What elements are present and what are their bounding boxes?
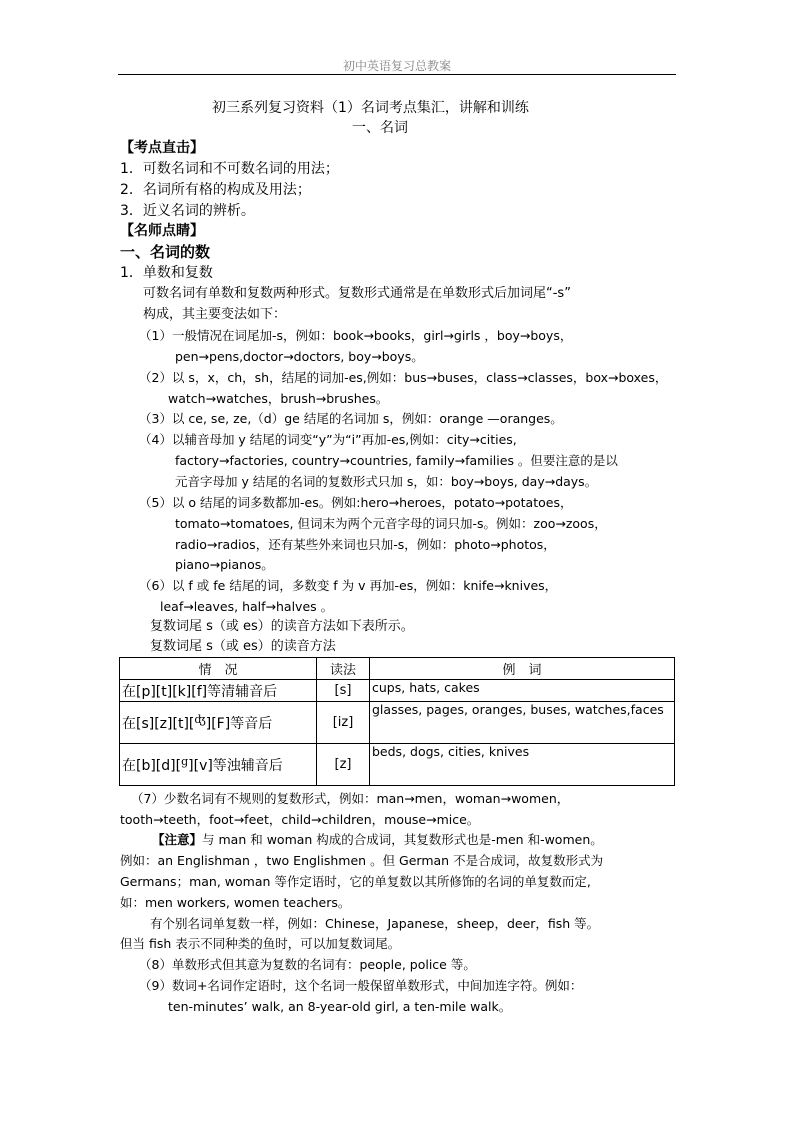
table-cell-case: 在[p][t][k][f]等清辅音后 xyxy=(120,680,317,702)
table-cell-examples: beds, dogs, cities, knives xyxy=(370,744,675,786)
intro-line: 构成，其主要变法如下： xyxy=(143,307,287,322)
case-text: 在[s][z][t][ xyxy=(122,715,195,732)
table-row xyxy=(120,680,675,702)
section-heading-mingshi: 【名师点睛】 xyxy=(120,223,204,239)
rule-line: （2）以 s，x，ch，sh，结尾的词加-es,例如：bus→buses，class→classes，box→boxes， xyxy=(139,370,668,385)
note-line xyxy=(152,830,603,850)
table-header: 读法 xyxy=(317,658,370,680)
body-line: 但当 fish 表示不同种类的鱼时，可以加复数词尾。 xyxy=(120,936,401,951)
list-item: 2．名词所有格的构成及用法； xyxy=(120,182,311,198)
rule-line: （1）一般情况在词尾加-s，例如：book→books，girl→girls ，boy→boys， xyxy=(139,328,573,343)
body-line: 例如：an Englishman ，two Englishmen 。但 German 不是合成词，故复数形式为 xyxy=(120,853,604,868)
body-line: Germans；man, woman 等作定语时，它的单复数以其所修饰的名词的单复数而定, xyxy=(120,874,591,889)
rule-line: piano→pianos。 xyxy=(175,557,274,572)
body-line: （8）单数形式但其意为复数的名词有：people, police 等。 xyxy=(139,957,476,972)
header-rule xyxy=(118,74,676,75)
part-heading: 一、名词的数 xyxy=(120,243,211,261)
rule-line: factory→factories, country→countries, family→families 。但要注意的是以 xyxy=(175,453,618,468)
table-cell-sound: [s] xyxy=(317,680,370,702)
table-cell-case xyxy=(120,744,317,786)
case-text: 在[b][d][ xyxy=(122,757,182,774)
case-text: ][v]等浊辅音后 xyxy=(188,757,283,774)
table-intro: 复数词尾 s（或 es）的读音方法如下表所示。 xyxy=(150,619,414,634)
rule-line: pen→pens,doctor→doctors, boy→boys。 xyxy=(175,349,424,364)
table-row xyxy=(120,744,675,786)
table-caption: 复数词尾 s（或 es）的读音方法 xyxy=(150,639,336,654)
table-cell-examples: glasses, pages, oranges, buses, watches,faces xyxy=(370,702,675,744)
rule-line: （4）以辅音母加 y 结尾的词变“y”为“i”再加-es,例如：city→cities, xyxy=(139,432,517,447)
rule-line: （5）以 o 结尾的词多数都加-es。例如:hero→heroes，potato→potatoes， xyxy=(139,495,573,510)
note-label: 【注意】 xyxy=(152,832,203,847)
table-row xyxy=(120,702,675,744)
doc-subtitle: 一、名词 xyxy=(352,120,408,136)
note-text: 与 man 和 woman 构成的合成词，其复数形式也是-men 和-women。 xyxy=(202,832,603,847)
rule-line: tomato→tomatoes, 但词末为两个元音字母的词只加-s。例如：zoo→zoos， xyxy=(175,516,607,531)
table-cell-examples: cups, hats, cakes xyxy=(370,680,675,702)
list-item: 3．近义名词的辨析。 xyxy=(120,203,255,219)
phonetic-symbol: g xyxy=(181,754,189,768)
list-item: 1．可数名词和不可数名词的用法； xyxy=(120,161,339,177)
rule-line: 元音字母加 y 结尾的名词的复数形式只加 s，如：boy→boys, day→days。 xyxy=(175,474,598,489)
case-text: ][F]等音后 xyxy=(205,715,273,732)
plural-sound-table xyxy=(119,657,675,786)
rule-line: watch→watches，brush→brushes。 xyxy=(168,391,389,406)
body-line: 如：men workers, women teachers。 xyxy=(120,895,351,910)
table-cell-case xyxy=(120,702,317,744)
intro-line: 可数名词有单数和复数两种形式。复数形式通常是在单数形式后加词尾“-s” xyxy=(143,286,571,301)
rule-line: （3）以 ce, se, ze,（d）ge 结尾的名词加 s，例如：orange —oranges。 xyxy=(139,411,563,426)
body-line: ten-minutes’ walk, an 8-year-old girl, a ten-mile walk。 xyxy=(168,999,512,1014)
table-cell-sound: [z] xyxy=(317,744,370,786)
body-line: （7）少数名词有不规则的复数形式，例如：man→men，woman→women， xyxy=(131,791,570,806)
doc-title: 初三系列复习资料（1）名词考点集汇，讲解和训练 xyxy=(212,100,529,116)
section-heading-kaodian: 【考点直击】 xyxy=(120,140,204,156)
body-line: （9）数词+名词作定语时，这个名词一般保留单数形式，中间加连字符。例如： xyxy=(139,978,583,993)
phonetic-symbol: ʤ xyxy=(194,712,206,726)
table-cell-sound: [iz] xyxy=(317,702,370,744)
body-line: 有个别名词单复数一样，例如：Chinese，Japanese，sheep，deer，fish 等。 xyxy=(150,916,600,931)
rule-line: leaf→leaves, half→halves 。 xyxy=(160,599,334,614)
rule-line: radio→radios，还有某些外来词也只加-s，例如：photo→photos， xyxy=(175,537,556,552)
rule-line: （6）以 f 或 fe 结尾的词，多数变 f 为 v 再加-es，例如：knife→knives， xyxy=(139,578,558,593)
table-header: 例 词 xyxy=(370,658,675,680)
sub-heading: 1．单数和复数 xyxy=(120,265,213,281)
table-header: 情 况 xyxy=(120,658,317,680)
body-line: tooth→teeth，foot→feet，child→children，mouse→mice。 xyxy=(120,812,480,827)
page-header: 初中英语复习总教案 xyxy=(342,59,451,73)
